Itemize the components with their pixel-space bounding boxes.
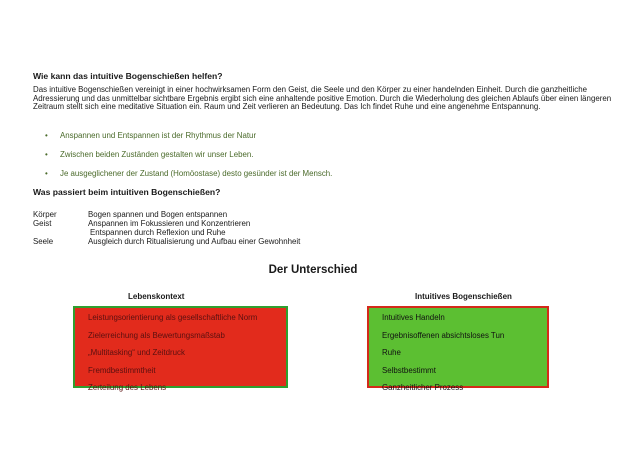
definition-term: Körper	[33, 210, 57, 219]
list-item: Zerteilung des Lebens	[88, 383, 167, 392]
life-context-box	[73, 306, 288, 392]
bullet-item: • Anspannen und Entspannen ist der Rhythmus der Natur	[45, 131, 332, 150]
heading-how-it-helps: Wie kann das intuitive Bogenschießen helfen?	[33, 71, 223, 81]
list-item: Fremdbestimmtheit	[88, 365, 156, 375]
bullet-item: • Zwischen beiden Zuständen gestalten wir unser Leben.	[45, 150, 332, 169]
list-item: Ergebnisoffenen absichtsloses Tun	[382, 330, 505, 340]
list-item: Intuitives Handeln	[382, 313, 445, 322]
list-item: Ruhe	[382, 348, 401, 357]
list-item: Ganzheitlicher Prozess	[382, 383, 464, 392]
definition-term: Geist	[33, 219, 52, 228]
bullet-item: • Je ausgeglichener der Zustand (Homöostase) desto gesünder ist der Mensch.	[45, 169, 332, 188]
definition-term: Seele	[33, 237, 54, 246]
right-column-header: Intuitives Bogenschießen	[415, 292, 512, 301]
list-item: Zielerreichung als Bewertungsmaßstab	[88, 330, 225, 340]
list-item: Selbstbestimmt	[382, 365, 436, 375]
bullet-list	[45, 131, 332, 188]
difference-title: Der Unterschied	[268, 264, 358, 276]
definition-desc: Ausgleich durch Ritualisierung und Aufbau einer Gewohnheit	[88, 237, 301, 246]
definition-subdesc: Entspannen durch Reflexion und Ruhe	[90, 228, 226, 237]
heading-what-happens: Was passiert beim intuitiven Bogenschießen?	[33, 187, 221, 197]
definition-desc: Anspannen im Fokussieren und Konzentrieren	[88, 219, 251, 228]
left-column-header: Lebenskontext	[128, 292, 185, 301]
definition-desc: Bogen spannen und Bogen entspannen	[88, 210, 228, 219]
list-item: Leistungsorientierung als gesellschaftliche Norm	[88, 313, 258, 322]
intro-paragraph: Das intuitive Bogenschießen vereinigt in einer hochwirksamen Form den Geist, die Seele und den Körper zu einer handelnden Einheit. Durch die ganzheitliche Adressierung und das unmittelbar sichtbare Ergebnis ergibt sich eine anhaltende positive Emotion. Durch die Wiederholung des gleichen Ablaufs über einen längeren Zeitraum stellt sich eine meditative Situation ein. Raum und Zeit verlieren an Bedeutung. Das Ich findet Ruhe und eine angenehme Entspannung.	[33, 85, 612, 112]
list-item: „Multitasking“ und Zeitdruck	[88, 348, 185, 357]
intuitive-archery-box	[367, 306, 549, 392]
